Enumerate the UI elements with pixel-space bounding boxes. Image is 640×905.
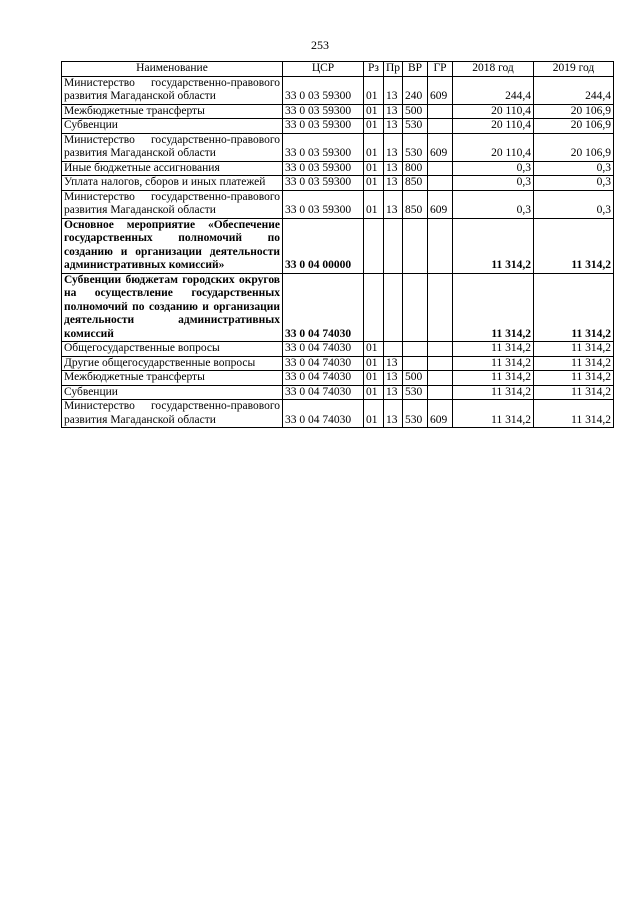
- cell-rz: 01: [364, 190, 384, 218]
- cell-csr: 33 0 03 59300: [283, 133, 364, 161]
- cell-2018: 11 314,2: [453, 385, 534, 400]
- cell-rz: 01: [364, 119, 384, 134]
- cell-2018: 11 314,2: [453, 400, 534, 428]
- cell-2019: 0,3: [534, 176, 614, 191]
- table-row: [62, 385, 614, 400]
- column-header-vr: ВР: [403, 62, 428, 77]
- cell-csr: 33 0 04 74030: [283, 385, 364, 400]
- cell-2018: 11 314,2: [453, 371, 534, 386]
- cell-pr: 13: [384, 356, 403, 371]
- cell-csr: 33 0 03 59300: [283, 161, 364, 176]
- cell-gr: [428, 119, 453, 134]
- cell-csr: 33 0 04 74030: [283, 400, 364, 428]
- cell-name: Основное мероприятие «Обеспечение государственных полномочий по созданию и организации деятельности административных комиссий»: [62, 218, 283, 273]
- cell-vr: 530: [403, 385, 428, 400]
- column-header-csr: ЦСР: [283, 62, 364, 77]
- cell-csr: 33 0 03 59300: [283, 76, 364, 104]
- cell-csr: 33 0 04 74030: [283, 342, 364, 357]
- cell-gr: [428, 342, 453, 357]
- cell-name: Субвенции бюджетам городских округов на осуществление государственных полномочий по созданию и организации деятельности административных комиссий: [62, 273, 283, 342]
- cell-name: Уплата налогов, сборов и иных платежей: [62, 176, 283, 191]
- cell-vr: 530: [403, 119, 428, 134]
- cell-gr: 609: [428, 76, 453, 104]
- cell-2018: 11 314,2: [453, 342, 534, 357]
- cell-pr: 13: [384, 371, 403, 386]
- cell-pr: 13: [384, 104, 403, 119]
- cell-2019: 11 314,2: [534, 385, 614, 400]
- cell-name: Министерство государственно-правового развития Магаданской области: [62, 400, 283, 428]
- table-row: [62, 371, 614, 386]
- cell-csr: 33 0 04 74030: [283, 371, 364, 386]
- cell-pr: 13: [384, 400, 403, 428]
- cell-rz: [364, 273, 384, 342]
- cell-2018: 244,4: [453, 76, 534, 104]
- cell-name: Иные бюджетные ассигнования: [62, 161, 283, 176]
- cell-gr: 609: [428, 133, 453, 161]
- budget-table: [61, 61, 614, 428]
- cell-vr: 530: [403, 400, 428, 428]
- cell-name: Министерство государственно-правового развития Магаданской области: [62, 76, 283, 104]
- cell-2018: 20 110,4: [453, 133, 534, 161]
- column-header-2019: 2019 год: [534, 62, 614, 77]
- cell-gr: [428, 356, 453, 371]
- cell-vr: 850: [403, 176, 428, 191]
- cell-csr: 33 0 04 74030: [283, 273, 364, 342]
- cell-name: Межбюджетные трансферты: [62, 371, 283, 386]
- cell-gr: 609: [428, 190, 453, 218]
- page-number: 253: [311, 38, 329, 52]
- cell-rz: [364, 218, 384, 273]
- cell-vr: [403, 273, 428, 342]
- cell-gr: [428, 104, 453, 119]
- table-header-row: [62, 62, 614, 77]
- column-header-pr: Пр: [384, 62, 403, 77]
- cell-name: Межбюджетные трансферты: [62, 104, 283, 119]
- cell-gr: 609: [428, 400, 453, 428]
- table-row: [62, 119, 614, 134]
- cell-pr: 13: [384, 385, 403, 400]
- cell-csr: 33 0 03 59300: [283, 104, 364, 119]
- cell-gr: [428, 176, 453, 191]
- cell-rz: 01: [364, 161, 384, 176]
- cell-2019: 0,3: [534, 161, 614, 176]
- cell-gr: [428, 385, 453, 400]
- cell-2019: 11 314,2: [534, 400, 614, 428]
- cell-gr: [428, 161, 453, 176]
- cell-2019: 11 314,2: [534, 371, 614, 386]
- table-row: [62, 133, 614, 161]
- cell-name: Общегосударственные вопросы: [62, 342, 283, 357]
- cell-vr: [403, 342, 428, 357]
- cell-2019: 244,4: [534, 76, 614, 104]
- column-header-2018: 2018 год: [453, 62, 534, 77]
- cell-rz: 01: [364, 385, 384, 400]
- cell-vr: 240: [403, 76, 428, 104]
- cell-2018: 0,3: [453, 176, 534, 191]
- table-row: [62, 342, 614, 357]
- cell-name: Субвенции: [62, 385, 283, 400]
- cell-rz: 01: [364, 104, 384, 119]
- cell-rz: 01: [364, 356, 384, 371]
- cell-vr: 800: [403, 161, 428, 176]
- cell-2019: 20 106,9: [534, 104, 614, 119]
- table-row: [62, 356, 614, 371]
- cell-csr: 33 0 04 74030: [283, 356, 364, 371]
- cell-rz: 01: [364, 176, 384, 191]
- cell-2019: 0,3: [534, 190, 614, 218]
- cell-gr: [428, 218, 453, 273]
- table-row: [62, 104, 614, 119]
- cell-2019: 11 314,2: [534, 342, 614, 357]
- cell-pr: [384, 218, 403, 273]
- cell-name: Субвенции: [62, 119, 283, 134]
- cell-vr: 850: [403, 190, 428, 218]
- cell-2019: 11 314,2: [534, 273, 614, 342]
- cell-2018: 20 110,4: [453, 104, 534, 119]
- cell-rz: 01: [364, 371, 384, 386]
- cell-rz: 01: [364, 400, 384, 428]
- column-header-rz: Рз: [364, 62, 384, 77]
- cell-vr: 500: [403, 371, 428, 386]
- cell-2018: 0,3: [453, 190, 534, 218]
- cell-pr: 13: [384, 190, 403, 218]
- cell-gr: [428, 371, 453, 386]
- cell-2018: 11 314,2: [453, 273, 534, 342]
- cell-2019: 20 106,9: [534, 119, 614, 134]
- cell-name: Министерство государственно-правового развития Магаданской области: [62, 133, 283, 161]
- cell-name: Министерство государственно-правового развития Магаданской области: [62, 190, 283, 218]
- table-row: [62, 161, 614, 176]
- cell-csr: 33 0 03 59300: [283, 176, 364, 191]
- cell-pr: 13: [384, 176, 403, 191]
- table-row: [62, 76, 614, 104]
- cell-rz: 01: [364, 342, 384, 357]
- cell-2019: 20 106,9: [534, 133, 614, 161]
- cell-pr: [384, 342, 403, 357]
- cell-2018: 11 314,2: [453, 356, 534, 371]
- cell-pr: 13: [384, 161, 403, 176]
- cell-pr: 13: [384, 76, 403, 104]
- cell-2019: 11 314,2: [534, 356, 614, 371]
- table-row: [62, 273, 614, 342]
- cell-gr: [428, 273, 453, 342]
- cell-csr: 33 0 03 59300: [283, 190, 364, 218]
- cell-rz: 01: [364, 76, 384, 104]
- column-header-gr: ГР: [428, 62, 453, 77]
- table-row: [62, 176, 614, 191]
- cell-csr: 33 0 04 00000: [283, 218, 364, 273]
- cell-vr: [403, 356, 428, 371]
- cell-2018: 11 314,2: [453, 218, 534, 273]
- cell-2018: 0,3: [453, 161, 534, 176]
- cell-vr: [403, 218, 428, 273]
- table-row: [62, 400, 614, 428]
- cell-pr: [384, 273, 403, 342]
- cell-rz: 01: [364, 133, 384, 161]
- cell-vr: 500: [403, 104, 428, 119]
- column-header-name: Наименование: [62, 62, 283, 77]
- cell-csr: 33 0 03 59300: [283, 119, 364, 134]
- cell-pr: 13: [384, 133, 403, 161]
- cell-vr: 530: [403, 133, 428, 161]
- table-row: [62, 190, 614, 218]
- table-row: [62, 218, 614, 273]
- cell-2019: 11 314,2: [534, 218, 614, 273]
- cell-name: Другие общегосударственные вопросы: [62, 356, 283, 371]
- cell-pr: 13: [384, 119, 403, 134]
- cell-2018: 20 110,4: [453, 119, 534, 134]
